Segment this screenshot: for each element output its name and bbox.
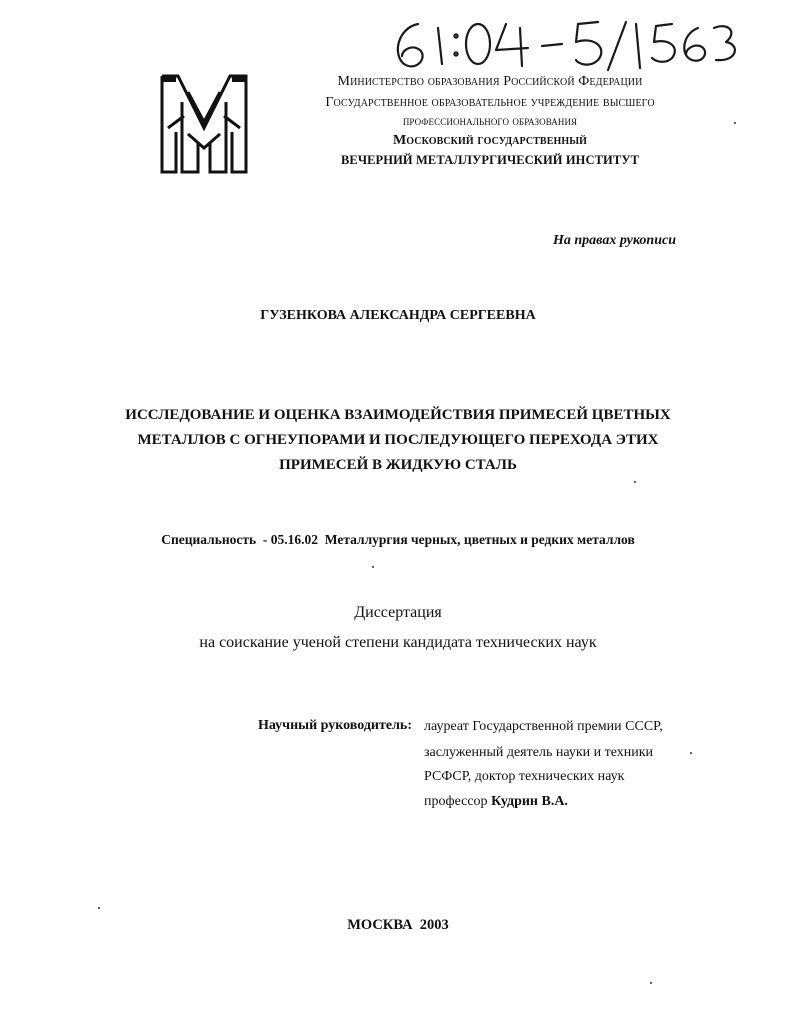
scan-speck: [690, 752, 692, 754]
supervisor-credential-2: заслуженный деятель науки и техники: [424, 745, 654, 760]
scan-speck: [650, 982, 652, 984]
institute-logo: [158, 72, 250, 176]
org-institute-name: ВЕЧЕРНИЙ МЕТАЛЛУРГИЧЕСКИЙ ИНСТИТУТ: [340, 153, 640, 167]
dissertation-title-line-2: МЕТАЛЛОВ С ОГНЕУПОРАМИ И ПОСЛЕДУЮЩЕГО ПЕРЕХОДА ЭТИХ: [137, 432, 659, 448]
city-year: МОСКВА 2003: [347, 917, 449, 933]
org-institution-type: Государственное образовательное учреждение высшего: [325, 95, 655, 110]
supervisor-credential-3: РСФСР, доктор технических наук: [424, 769, 625, 784]
dissertation-heading: Диссертация: [354, 604, 442, 621]
logo-emblem: [158, 72, 250, 176]
scan-speck: [98, 907, 100, 909]
supervisor-name: Кудрин В.А.: [491, 794, 568, 809]
supervisor-label: Научный руководитель:: [258, 718, 412, 733]
supervisor-credential-1: лауреат Государственной премии СССР,: [424, 719, 663, 734]
dissertation-title-line-3: ПРИМЕСЕЙ В ЖИДКУЮ СТАЛЬ: [279, 457, 517, 473]
manuscript-rights-note: На правах рукописи: [553, 233, 676, 248]
org-education-level: профессионального образования: [402, 114, 578, 128]
handwriting-strokes: [380, 14, 740, 74]
specialty-line: Специальность - 05.16.02 Металлургия черных, цветных и редких металлов: [161, 532, 635, 547]
scan-speck: [372, 566, 374, 568]
org-moscow-state: Московский государственный: [392, 133, 588, 148]
org-ministry: Министерство образования Российской Федерации: [337, 74, 643, 89]
supervisor-name-line: [424, 794, 568, 810]
author-name: ГУЗЕНКОВА АЛЕКСАНДРА СЕРГЕЕВНА: [260, 308, 536, 323]
supervisor-title: профессор: [424, 794, 488, 809]
scan-speck: [634, 481, 636, 483]
handwritten-registration-number: [380, 14, 740, 74]
dissertation-degree: на соискание ученой степени кандидата технических наук: [199, 634, 597, 651]
dissertation-title-line-1: ИССЛЕДОВАНИЕ И ОЦЕНКА ВЗАИМОДЕЙСТВИЯ ПРИМЕСЕЙ ЦВЕТНЫХ: [125, 407, 671, 423]
scan-speck: [734, 122, 736, 124]
